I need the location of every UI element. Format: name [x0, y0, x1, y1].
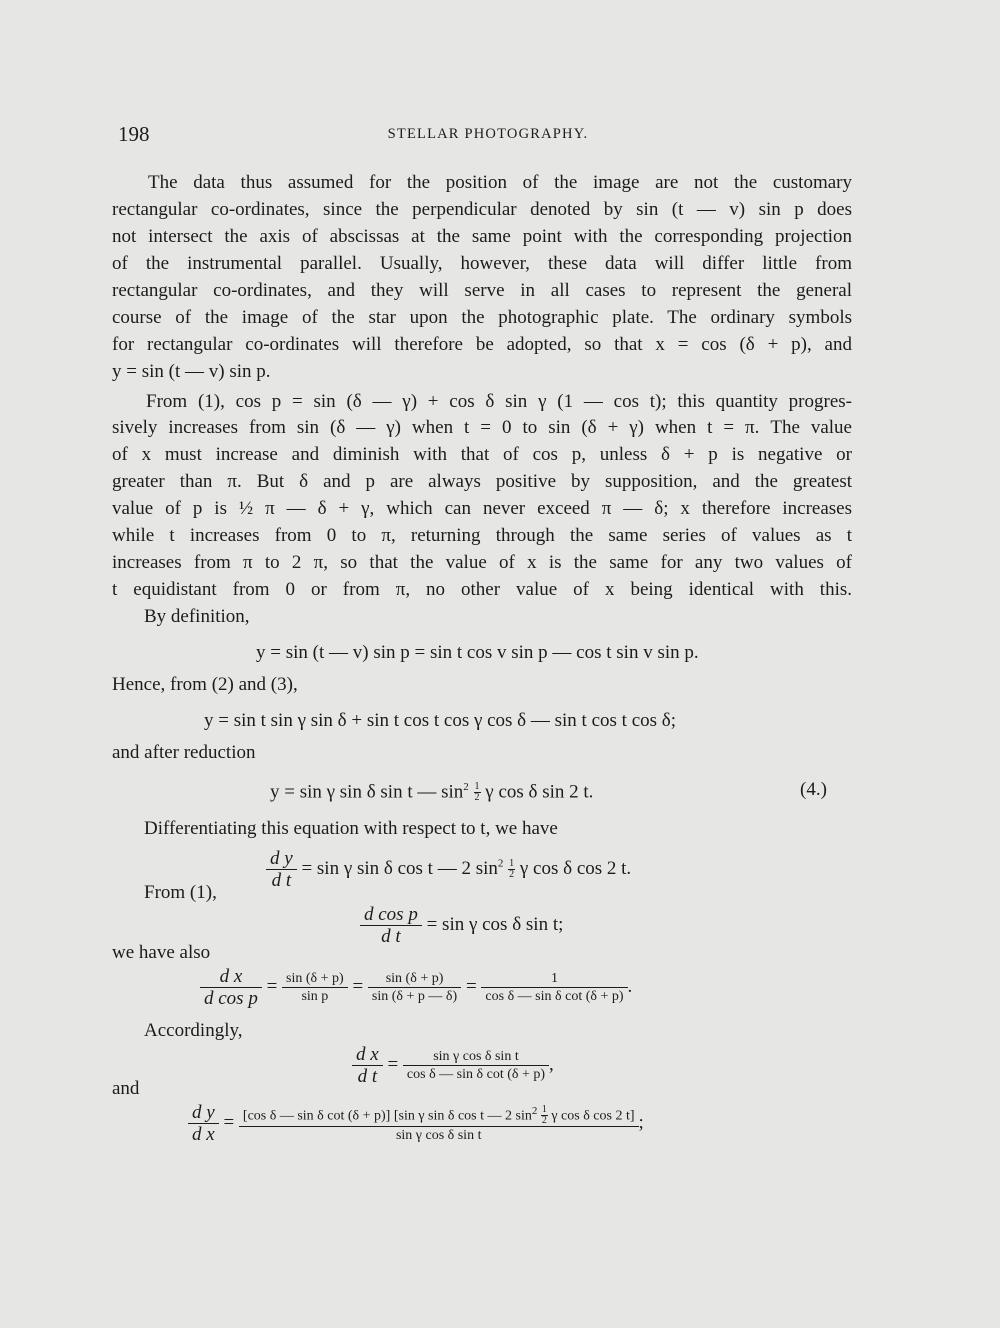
dx-dt-rhs-fraction: [403, 1048, 549, 1083]
differentiating-text: Differentiating this equation with respect to t, we have: [144, 818, 558, 839]
dcosp-dt-numerator: d cos p: [360, 904, 422, 926]
para1-line-3: not intersect the axis of abscissas at the same point with the corresponding projection: [112, 226, 852, 247]
equation-number: (4.): [800, 779, 827, 800]
equation-y-definition: y = sin (t — v) sin p = sin t cos v sin p — cos t sin v sin p.: [256, 642, 699, 663]
equation-dy-dx: [188, 1102, 644, 1145]
comma: ,: [549, 1053, 554, 1075]
running-head: STELLAR PHOTOGRAPHY.: [387, 126, 589, 142]
equation-dx-dt: [352, 1044, 554, 1087]
half-numerator: 1: [509, 858, 515, 869]
we-have-also-text: we have also: [112, 942, 211, 963]
para1-line-5: rectangular co-ordinates, and they will serve in all cases to represent the general: [112, 280, 852, 301]
equals-sign: =: [223, 1111, 235, 1133]
dy-dx-rhs-numerator: [239, 1103, 639, 1128]
para1-line-8: y = sin (t — v) sin p.: [112, 361, 271, 382]
by-definition-text: By definition,: [144, 606, 250, 627]
fraction-2-denominator: sin p: [301, 989, 329, 1004]
hence-text: Hence, from (2) and (3),: [112, 674, 298, 695]
para1-line-1: The data thus assumed for the position of the image are not the customary: [148, 172, 852, 193]
dx-dt-rhs-denominator: cos δ — sin δ cot (δ + p): [406, 1067, 546, 1082]
dcosp-dt-rhs: = sin γ cos δ sin t;: [426, 913, 564, 935]
half-denominator: 2: [541, 1115, 547, 1127]
dy-dt-rhs-b: γ cos δ cos 2 t.: [519, 857, 632, 879]
half-denominator: 2: [474, 792, 480, 804]
para1-line-7: for rectangular co-ordinates will therefore be adopted, so that x = cos (δ + p), and: [112, 334, 852, 355]
para1-line-4: of the instrumental parallel. Usually, however, these data will differ little from: [112, 253, 852, 274]
half-numerator: 1: [474, 781, 480, 793]
dcosp-dt-denominator: d t: [381, 926, 401, 947]
dy-dt-half: [508, 859, 515, 880]
dy-dx-denominator: d x: [192, 1124, 215, 1145]
dx-dcosp-denominator: d cos p: [204, 988, 258, 1009]
dy-dx-numerator: d y: [188, 1102, 219, 1124]
para1-line-2: rectangular co-ordinates, since the perpendicular denoted by sin (t — v) sin p does: [112, 199, 852, 220]
equation-y-expanded: y = sin t sin γ sin δ + sin t cos t cos γ cos δ — sin t cos t cos δ;: [204, 710, 677, 731]
period: .: [627, 975, 633, 997]
fraction-2-numerator: sin (δ + p): [282, 970, 348, 988]
dx-dt-fraction: [352, 1044, 383, 1087]
eq4-half: [474, 782, 481, 803]
dx-dt-numerator: d x: [352, 1044, 383, 1066]
dy-dx-rhs-fraction: [239, 1103, 639, 1145]
eq4-square: 2: [463, 781, 469, 793]
dy-dt-rhs-a: = sin γ sin δ cos t — 2 sin: [301, 857, 498, 879]
dy-dx-fraction: [188, 1102, 219, 1145]
fraction-4-numerator: 1: [481, 970, 627, 988]
dx-dt-denominator: d t: [357, 1066, 378, 1087]
dy-dx-rhs-denominator: sin γ cos δ sin t: [395, 1128, 482, 1144]
equals-sign: =: [266, 975, 278, 997]
fraction-4-denominator: cos δ — sin δ cot (δ + p): [485, 989, 624, 1004]
from-1-text: From (1),: [144, 882, 217, 903]
fraction-2: [282, 970, 348, 1005]
para2-line-3: of x must increase and diminish with that of cos p, unless δ + p is negative or: [112, 444, 852, 465]
page-header: [118, 122, 858, 146]
dx-dcosp-fraction: [200, 966, 262, 1009]
equals-sign: =: [387, 1053, 399, 1075]
half-denominator: 2: [509, 869, 515, 880]
eq4-left: y = sin γ sin δ sin t — sin: [270, 781, 464, 803]
equals-sign: =: [352, 975, 364, 997]
para2-line-5: value of p is ½ π — δ + γ, which can never exceed π — δ; x therefore increases: [112, 498, 852, 519]
page-number: 198: [118, 122, 150, 146]
para2-line-6: while t increases from 0 to π, returning through the same series of values as t: [112, 525, 852, 546]
and-text: and: [112, 1078, 140, 1099]
dy-dx-square: 2: [531, 1104, 538, 1117]
after-reduction-text: and after reduction: [112, 742, 256, 763]
dy-dt-denominator: d t: [271, 870, 292, 891]
equation-dcosp-dt: [360, 904, 563, 947]
para1-line-6: course of the image of the star upon the photographic plate. The ordinary symbols: [112, 307, 852, 328]
equals-sign: =: [465, 975, 477, 997]
eq4-right: γ cos δ sin 2 t.: [485, 781, 594, 803]
para2-line-1: From (1), cos p = sin (δ — γ) + cos δ sin γ (1 — cos t); this quantity progres-: [146, 391, 852, 412]
accordingly-text: Accordingly,: [144, 1020, 243, 1041]
dy-dx-rhs-num-a: [cos δ — sin δ cot (δ + p)] [sin γ sin δ cos t — 2 sin: [242, 1108, 532, 1124]
equation-dx-dcosp: [200, 966, 632, 1009]
fraction-3-denominator: sin (δ + p — δ): [371, 989, 458, 1004]
equation-4: [270, 775, 593, 804]
dcosp-dt-fraction: [360, 904, 422, 947]
fraction-3: [368, 970, 461, 1005]
dx-dcosp-numerator: d x: [200, 966, 262, 988]
equation-dy-dt: [266, 848, 631, 891]
dy-dt-numerator: d y: [266, 848, 297, 870]
dy-dt-fraction: [266, 848, 297, 891]
semicolon: ;: [638, 1111, 644, 1133]
para2-line-7: increases from π to 2 π, so that the value of x is the same for any two values of: [112, 552, 852, 573]
fraction-4: [481, 970, 627, 1005]
fraction-3-numerator: sin (δ + p): [368, 970, 461, 988]
dy-dx-rhs-num-b: γ cos δ cos 2 t]: [551, 1108, 635, 1124]
dx-dt-rhs-numerator: sin γ cos δ sin t: [403, 1048, 549, 1066]
para2-line-2: sively increases from sin (δ — γ) when t = 0 to sin (δ + γ) when t = π. The value: [112, 417, 852, 438]
dy-dx-half: [541, 1105, 548, 1126]
dy-dt-square: 2: [497, 857, 504, 870]
para2-line-8: t equidistant from 0 or from π, no other value of x being identical with this.: [112, 579, 852, 600]
half-numerator: 1: [541, 1104, 547, 1116]
para2-line-4: greater than π. But δ and p are always positive by supposition, and the greatest: [112, 471, 852, 492]
